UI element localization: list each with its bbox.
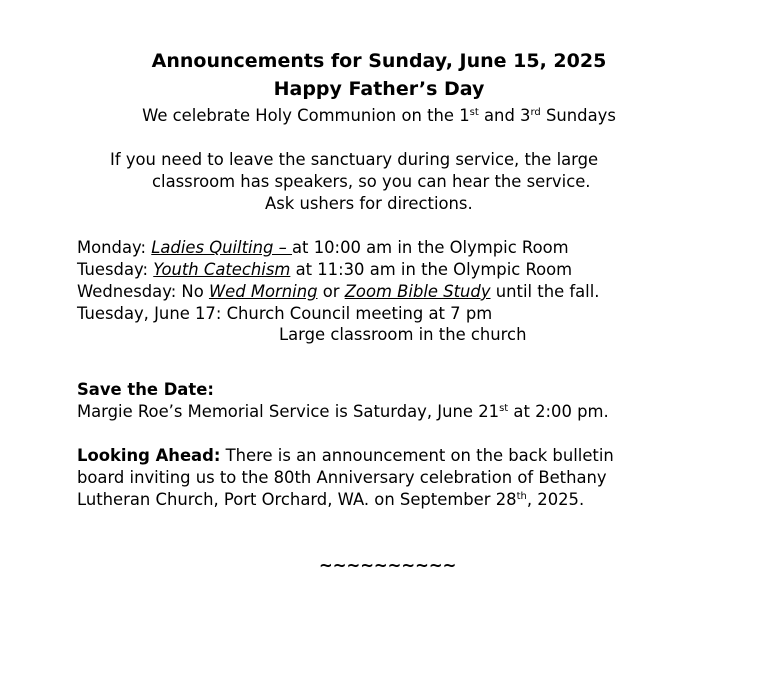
- sanctuary-note-line-2: classroom has speakers, so you can hear the service.: [152, 172, 591, 191]
- monday-label: Monday:: [77, 238, 152, 257]
- tilde-divider: ~~~~~~~~~~: [319, 556, 457, 575]
- schedule-council-location: Large classroom in the church: [279, 325, 527, 344]
- looking-ahead-line-1: [77, 445, 614, 467]
- wednesday-event-2: Zoom Bible Study: [344, 282, 491, 301]
- memorial-prefix: Margie Roe’s Memorial Service is Saturday, June 21: [77, 402, 500, 421]
- communion-sup-2: rd: [530, 107, 541, 118]
- tuesday-event: Youth Catechism: [153, 260, 291, 279]
- communion-suffix: Sundays: [540, 106, 616, 125]
- looking-ahead-text-1: There is an announcement on the back bulletin: [220, 446, 614, 465]
- schedule-council: Tuesday, June 17: Church Council meeting at 7 pm: [77, 304, 493, 323]
- tuesday-label: Tuesday:: [77, 260, 154, 279]
- communion-middle: and 3: [478, 106, 531, 125]
- schedule-wednesday: [77, 281, 600, 303]
- schedule-tuesday: [77, 259, 572, 281]
- communion-line: [0, 105, 758, 127]
- monday-details: at 10:00 am in the Olympic Room: [292, 238, 569, 257]
- communion-sup-1: st: [469, 107, 479, 118]
- looking-ahead-line-2: board inviting us to the 80th Anniversary celebration of Bethany: [77, 468, 607, 487]
- wednesday-event-1: Wed Morning: [208, 282, 318, 301]
- tuesday-details: at 11:30 am in the Olympic Room: [290, 260, 573, 279]
- save-the-date-heading: [77, 379, 214, 401]
- page-subtitle: Happy Father’s Day: [273, 78, 485, 100]
- monday-event: Ladies Quilting –: [151, 238, 293, 257]
- looking-ahead-suffix: , 2025.: [526, 490, 585, 509]
- memorial-sup: st: [499, 403, 509, 414]
- communion-prefix: We celebrate Holy Communion on the 1: [142, 106, 470, 125]
- looking-ahead-sup: th: [516, 491, 527, 502]
- looking-ahead-text-3: Lutheran Church, Port Orchard, WA. on September 28: [77, 490, 517, 509]
- wednesday-connector: or: [317, 282, 345, 301]
- page-title: Announcements for Sunday, June 15, 2025: [151, 50, 607, 72]
- memorial-suffix: at 2:00 pm.: [508, 402, 609, 421]
- wednesday-details: until the fall.: [490, 282, 600, 301]
- sanctuary-note-line-3: Ask ushers for directions.: [265, 194, 473, 213]
- looking-ahead-label: Looking Ahead:: [77, 446, 221, 465]
- save-the-date-line: [77, 401, 609, 423]
- schedule-monday: [77, 237, 569, 259]
- looking-ahead-line-3: [77, 489, 584, 511]
- wednesday-label: Wednesday: No: [77, 282, 209, 301]
- sanctuary-note-line-1: If you need to leave the sanctuary during service, the large: [110, 150, 599, 169]
- save-the-date-label: Save the Date:: [77, 380, 214, 399]
